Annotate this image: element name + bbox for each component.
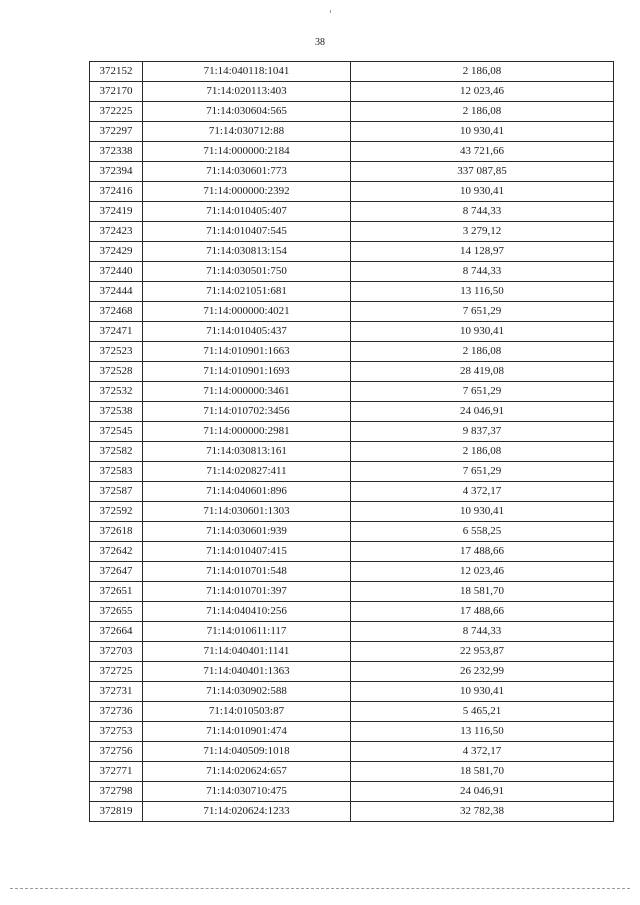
table-row — [90, 662, 614, 682]
amount-cell: 2 186,08 — [351, 102, 614, 122]
table-row — [90, 802, 614, 822]
registry-id-cell: 372440 — [90, 262, 143, 282]
cadastral-number-cell: 71:14:030604:565 — [143, 102, 351, 122]
cadastral-number-cell: 71:14:010407:545 — [143, 222, 351, 242]
registry-id-cell: 372297 — [90, 122, 143, 142]
registry-id-cell: 372419 — [90, 202, 143, 222]
cadastral-number-cell: 71:14:000000:2392 — [143, 182, 351, 202]
amount-cell: 2 186,08 — [351, 62, 614, 82]
table-row — [90, 602, 614, 622]
cadastral-number-cell: 71:14:030902:588 — [143, 682, 351, 702]
amount-cell: 26 232,99 — [351, 662, 614, 682]
cadastral-number-cell: 71:14:030710:475 — [143, 782, 351, 802]
table-row — [90, 522, 614, 542]
cadastral-number-cell: 71:14:040118:1041 — [143, 62, 351, 82]
amount-cell: 10 930,41 — [351, 502, 614, 522]
registry-id-cell: 372819 — [90, 802, 143, 822]
amount-cell: 2 186,08 — [351, 442, 614, 462]
table-row — [90, 382, 614, 402]
amount-cell: 10 930,41 — [351, 322, 614, 342]
amount-cell: 43 721,66 — [351, 142, 614, 162]
cadastral-number-cell: 71:14:040401:1141 — [143, 642, 351, 662]
amount-cell: 9 837,37 — [351, 422, 614, 442]
registry-id-cell: 372583 — [90, 462, 143, 482]
registry-id-cell: 372647 — [90, 562, 143, 582]
amount-cell: 5 465,21 — [351, 702, 614, 722]
table-row — [90, 562, 614, 582]
table-row — [90, 542, 614, 562]
cadastral-number-cell: 71:14:030813:154 — [143, 242, 351, 262]
amount-cell: 8 744,33 — [351, 622, 614, 642]
registry-id-cell: 372798 — [90, 782, 143, 802]
amount-cell: 2 186,08 — [351, 342, 614, 362]
registry-id-cell: 372725 — [90, 662, 143, 682]
cadastral-number-cell: 71:14:040410:256 — [143, 602, 351, 622]
registry-id-cell: 372664 — [90, 622, 143, 642]
amount-cell: 4 372,17 — [351, 482, 614, 502]
amount-cell: 12 023,46 — [351, 82, 614, 102]
table-row — [90, 642, 614, 662]
table-row — [90, 242, 614, 262]
registry-id-cell: 372642 — [90, 542, 143, 562]
amount-cell: 7 651,29 — [351, 462, 614, 482]
table-row — [90, 342, 614, 362]
amount-cell: 6 558,25 — [351, 522, 614, 542]
cadastral-number-cell: 71:14:000000:2981 — [143, 422, 351, 442]
registry-id-cell: 372771 — [90, 762, 143, 782]
registry-id-cell: 372651 — [90, 582, 143, 602]
table-row — [90, 362, 614, 382]
table-row — [90, 82, 614, 102]
amount-cell: 8 744,33 — [351, 262, 614, 282]
amount-cell: 13 116,50 — [351, 722, 614, 742]
registry-id-cell: 372592 — [90, 502, 143, 522]
registry-id-cell: 372523 — [90, 342, 143, 362]
table-row — [90, 322, 614, 342]
amount-cell: 17 488,66 — [351, 602, 614, 622]
amount-cell: 10 930,41 — [351, 682, 614, 702]
amount-cell: 18 581,70 — [351, 762, 614, 782]
cadastral-number-cell: 71:14:000000:3461 — [143, 382, 351, 402]
table-row — [90, 722, 614, 742]
cadastral-number-cell: 71:14:030712:88 — [143, 122, 351, 142]
registry-id-cell: 372471 — [90, 322, 143, 342]
registry-id-cell: 372532 — [90, 382, 143, 402]
cadastral-number-cell: 71:14:030501:750 — [143, 262, 351, 282]
table-row — [90, 622, 614, 642]
table-row — [90, 422, 614, 442]
registry-id-cell: 372429 — [90, 242, 143, 262]
cadastral-number-cell: 71:14:020624:1233 — [143, 802, 351, 822]
cadastral-number-cell: 71:14:020624:657 — [143, 762, 351, 782]
table-row — [90, 262, 614, 282]
amount-cell: 22 953,87 — [351, 642, 614, 662]
amount-cell: 24 046,91 — [351, 402, 614, 422]
table-row — [90, 282, 614, 302]
table-row — [90, 782, 614, 802]
registry-id-cell: 372582 — [90, 442, 143, 462]
registry-id-cell: 372618 — [90, 522, 143, 542]
registry-id-cell: 372753 — [90, 722, 143, 742]
amount-cell: 24 046,91 — [351, 782, 614, 802]
cadastral-number-cell: 71:14:010901:474 — [143, 722, 351, 742]
registry-id-cell: 372225 — [90, 102, 143, 122]
cadastral-number-cell: 71:14:010701:397 — [143, 582, 351, 602]
amount-cell: 7 651,29 — [351, 382, 614, 402]
cadastral-number-cell: 71:14:010901:1663 — [143, 342, 351, 362]
cadastral-number-cell: 71:14:030813:161 — [143, 442, 351, 462]
table-row — [90, 162, 614, 182]
amount-cell: 12 023,46 — [351, 562, 614, 582]
cadastral-number-cell: 71:14:010901:1693 — [143, 362, 351, 382]
amount-cell: 14 128,97 — [351, 242, 614, 262]
registry-id-cell: 372170 — [90, 82, 143, 102]
amount-cell: 13 116,50 — [351, 282, 614, 302]
amount-cell: 4 372,17 — [351, 742, 614, 762]
table-row — [90, 502, 614, 522]
registry-id-cell: 372538 — [90, 402, 143, 422]
cadastral-number-cell: 71:14:010611:117 — [143, 622, 351, 642]
registry-id-cell: 372338 — [90, 142, 143, 162]
cadastral-number-cell: 71:14:040401:1363 — [143, 662, 351, 682]
amount-cell: 3 279,12 — [351, 222, 614, 242]
cadastral-number-cell: 71:14:010405:407 — [143, 202, 351, 222]
amount-cell: 17 488,66 — [351, 542, 614, 562]
amount-cell: 32 782,38 — [351, 802, 614, 822]
registry-id-cell: 372756 — [90, 742, 143, 762]
table-row — [90, 62, 614, 82]
registry-table — [89, 61, 614, 822]
table-row — [90, 302, 614, 322]
cadastral-number-cell: 71:14:000000:4021 — [143, 302, 351, 322]
registry-id-cell: 372731 — [90, 682, 143, 702]
registry-id-cell: 372394 — [90, 162, 143, 182]
registry-id-cell: 372736 — [90, 702, 143, 722]
table-row — [90, 702, 614, 722]
cadastral-number-cell: 71:14:020113:403 — [143, 82, 351, 102]
cadastral-number-cell: 71:14:040509:1018 — [143, 742, 351, 762]
amount-cell: 10 930,41 — [351, 122, 614, 142]
cadastral-number-cell: 71:14:010405:437 — [143, 322, 351, 342]
amount-cell: 8 744,33 — [351, 202, 614, 222]
table-row — [90, 222, 614, 242]
cadastral-number-cell: 71:14:030601:939 — [143, 522, 351, 542]
cadastral-number-cell: 71:14:010702:3456 — [143, 402, 351, 422]
cadastral-number-cell: 71:14:020827:411 — [143, 462, 351, 482]
table-row — [90, 742, 614, 762]
cadastral-number-cell: 71:14:010503:87 — [143, 702, 351, 722]
registry-id-cell: 372468 — [90, 302, 143, 322]
registry-table-body — [90, 62, 614, 822]
table-row — [90, 682, 614, 702]
table-row — [90, 442, 614, 462]
table-row — [90, 582, 614, 602]
cadastral-number-cell: 71:14:030601:773 — [143, 162, 351, 182]
registry-id-cell: 372528 — [90, 362, 143, 382]
registry-id-cell: 372655 — [90, 602, 143, 622]
amount-cell: 18 581,70 — [351, 582, 614, 602]
scan-footer-line — [10, 888, 630, 889]
table-row — [90, 142, 614, 162]
registry-id-cell: 372444 — [90, 282, 143, 302]
table-row — [90, 402, 614, 422]
cadastral-number-cell: 71:14:000000:2184 — [143, 142, 351, 162]
table-row — [90, 462, 614, 482]
amount-cell: 28 419,08 — [351, 362, 614, 382]
table-row — [90, 182, 614, 202]
registry-id-cell: 372423 — [90, 222, 143, 242]
scan-mark — [330, 10, 331, 13]
table-row — [90, 122, 614, 142]
cadastral-number-cell: 71:14:010701:548 — [143, 562, 351, 582]
amount-cell: 337 087,85 — [351, 162, 614, 182]
cadastral-number-cell: 71:14:010407:415 — [143, 542, 351, 562]
table-row — [90, 482, 614, 502]
registry-id-cell: 372545 — [90, 422, 143, 442]
registry-id-cell: 372587 — [90, 482, 143, 502]
cadastral-number-cell: 71:14:030601:1303 — [143, 502, 351, 522]
amount-cell: 7 651,29 — [351, 302, 614, 322]
registry-id-cell: 372152 — [90, 62, 143, 82]
table-row — [90, 202, 614, 222]
table-row — [90, 102, 614, 122]
amount-cell: 10 930,41 — [351, 182, 614, 202]
cadastral-number-cell: 71:14:040601:896 — [143, 482, 351, 502]
table-row — [90, 762, 614, 782]
registry-id-cell: 372416 — [90, 182, 143, 202]
cadastral-number-cell: 71:14:021051:681 — [143, 282, 351, 302]
page-number: 38 — [315, 37, 325, 48]
registry-id-cell: 372703 — [90, 642, 143, 662]
